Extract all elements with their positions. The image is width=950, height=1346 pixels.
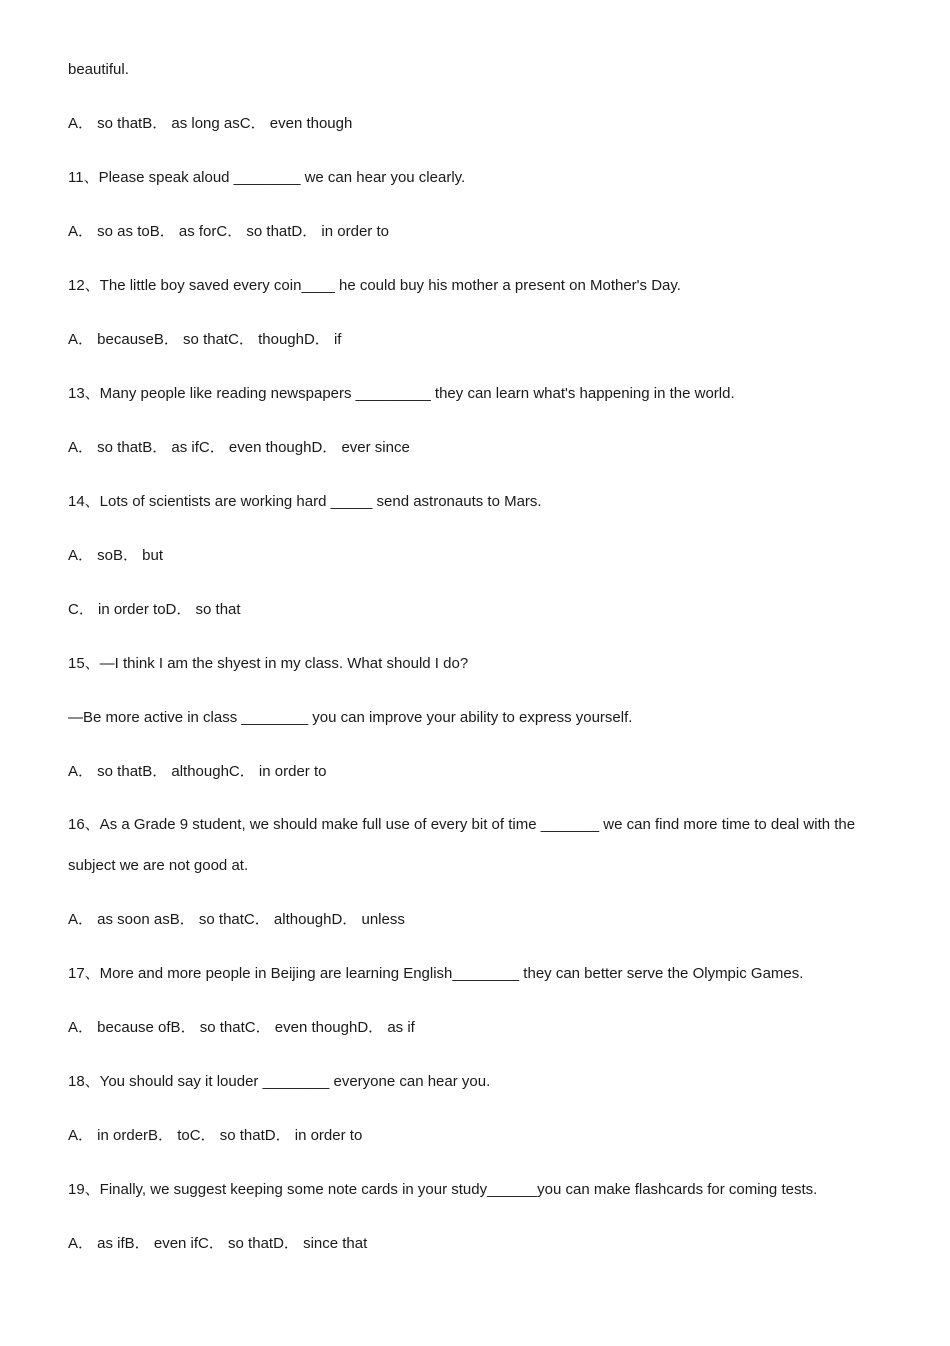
question-16-stem: 16、As a Grade 9 student, we should make full use of every bit of time _______ we can find more time to deal with the subject we are not good at. [68,816,856,874]
question-14-options-ab: A． soB． but [68,547,164,564]
question-14-options-cd: C． in order toD． so that [68,601,241,618]
question-18-options: A． in orderB． toC． so thatD． in order to [68,1127,363,1144]
question-11-options: A． so as toB． as forC． so thatD． in order to [68,223,389,240]
question-13-options: A． so thatB． as ifC． even thoughD． ever since [68,439,410,456]
question-12-stem: 12、The little boy saved every coin____ he could buy his mother a present on Mother's Day. [68,277,681,294]
question-16-options: A． as soon asB． so thatC． althoughD． unless [68,911,405,928]
question-19-stem: 19、Finally, we suggest keeping some note cards in your study______you can make flashcards for coming tests. [68,1181,818,1198]
question-15-options: A． so thatB． althoughC． in order to [68,763,327,780]
question-10-options: A． so thatB． as long asC． even though [68,115,353,132]
question-15-dialogue-a: —Be more active in class ________ you can improve your ability to express yourself. [68,709,633,726]
question-14-stem: 14、Lots of scientists are working hard _____ send astronauts to Mars. [68,493,542,510]
question-17-options: A． because ofB． so thatC． even thoughD． as if [68,1019,415,1036]
question-18-stem: 18、You should say it louder ________ everyone can hear you. [68,1073,491,1090]
question-15-dialogue-q: 15、—I think I am the shyest in my class. What should I do? [68,655,469,672]
question-10-text-end: beautiful. [68,61,129,78]
question-12-options: A． becauseB． so thatC． thoughD． if [68,331,342,348]
question-17-stem: 17、More and more people in Beijing are learning English________ they can better serve the Olympic Games. [68,965,804,982]
question-13-stem: 13、Many people like reading newspapers _________ they can learn what's happening in the world. [68,385,735,402]
question-11-stem: 11、Please speak aloud ________ we can hear you clearly. [68,169,466,186]
question-19-options: A． as ifB． even ifC． so thatD． since that [68,1235,368,1252]
